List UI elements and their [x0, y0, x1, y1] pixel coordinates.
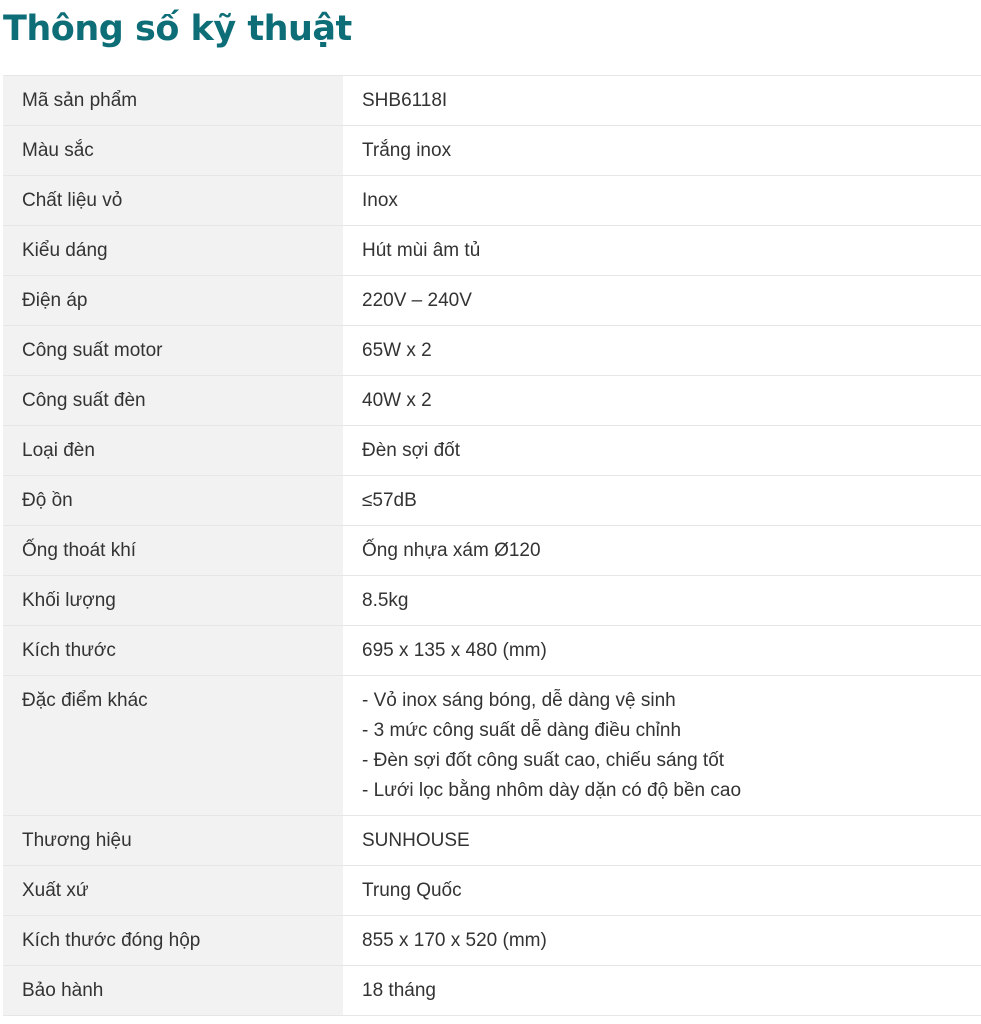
row-label: Thương hiệu	[3, 816, 343, 866]
table-row-lamp-type	[3, 426, 981, 476]
row-label: Chất liệu vỏ	[3, 176, 343, 226]
spec-table-body	[3, 76, 981, 1016]
row-label: Độ ồn	[3, 476, 343, 526]
page-title: Thông số kỹ thuật	[3, 9, 352, 49]
row-label: Mã sản phẩm	[3, 76, 343, 126]
table-row-dimensions	[3, 626, 981, 676]
feature-line: - Vỏ inox sáng bóng, dễ dàng vệ sinh	[362, 690, 676, 711]
feature-line: - Lưới lọc bằng nhôm dày dặn có độ bền cao	[362, 780, 742, 801]
table-row-origin	[3, 866, 981, 916]
row-value: 220V – 240V	[343, 276, 981, 326]
table-row-brand	[3, 816, 981, 866]
row-label: Loại đèn	[3, 426, 343, 476]
table-row-style	[3, 226, 981, 276]
table-row-noise	[3, 476, 981, 526]
row-value: 40W x 2	[343, 376, 981, 426]
row-label: Ống thoát khí	[3, 526, 343, 576]
row-value: 8.5kg	[343, 576, 981, 626]
table-row-weight	[3, 576, 981, 626]
feature-line: - 3 mức công suất dễ dàng điều chỉnh	[362, 720, 682, 741]
table-row-product-code	[3, 76, 981, 126]
row-value: SUNHOUSE	[343, 816, 981, 866]
row-label: Đặc điểm khác	[3, 676, 343, 816]
row-value: 855 x 170 x 520 (mm)	[343, 916, 981, 966]
row-value: Inox	[343, 176, 981, 226]
row-label: Kích thước	[3, 626, 343, 676]
row-value: 65W x 2	[343, 326, 981, 376]
row-label: Xuất xứ	[3, 866, 343, 916]
feature-line: - Đèn sợi đốt công suất cao, chiếu sáng tốt	[362, 750, 725, 771]
row-value	[343, 676, 981, 816]
row-value: 695 x 135 x 480 (mm)	[343, 626, 981, 676]
row-label: Điện áp	[3, 276, 343, 326]
table-row-voltage	[3, 276, 981, 326]
table-row-lamp-power	[3, 376, 981, 426]
table-row-material	[3, 176, 981, 226]
row-value: Ống nhựa xám Ø120	[343, 526, 981, 576]
row-label: Khối lượng	[3, 576, 343, 626]
table-row-motor-power	[3, 326, 981, 376]
row-value: 18 tháng	[343, 966, 981, 1016]
row-label: Màu sắc	[3, 126, 343, 176]
row-value: SHB6118I	[343, 76, 981, 126]
row-label: Công suất motor	[3, 326, 343, 376]
row-label: Công suất đèn	[3, 376, 343, 426]
table-row-warranty	[3, 966, 981, 1016]
table-row-exhaust-pipe	[3, 526, 981, 576]
spec-table	[3, 75, 981, 1016]
table-row-box-dimensions	[3, 916, 981, 966]
row-label: Bảo hành	[3, 966, 343, 1016]
row-label: Kiểu dáng	[3, 226, 343, 276]
row-value: Đèn sợi đốt	[343, 426, 981, 476]
row-label: Kích thước đóng hộp	[3, 916, 343, 966]
row-value: Hút mùi âm tủ	[343, 226, 981, 276]
row-value: ≤57dB	[343, 476, 981, 526]
table-row-other-features	[3, 676, 981, 816]
table-row-color	[3, 126, 981, 176]
row-value: Trung Quốc	[343, 866, 981, 916]
row-value: Trắng inox	[343, 126, 981, 176]
